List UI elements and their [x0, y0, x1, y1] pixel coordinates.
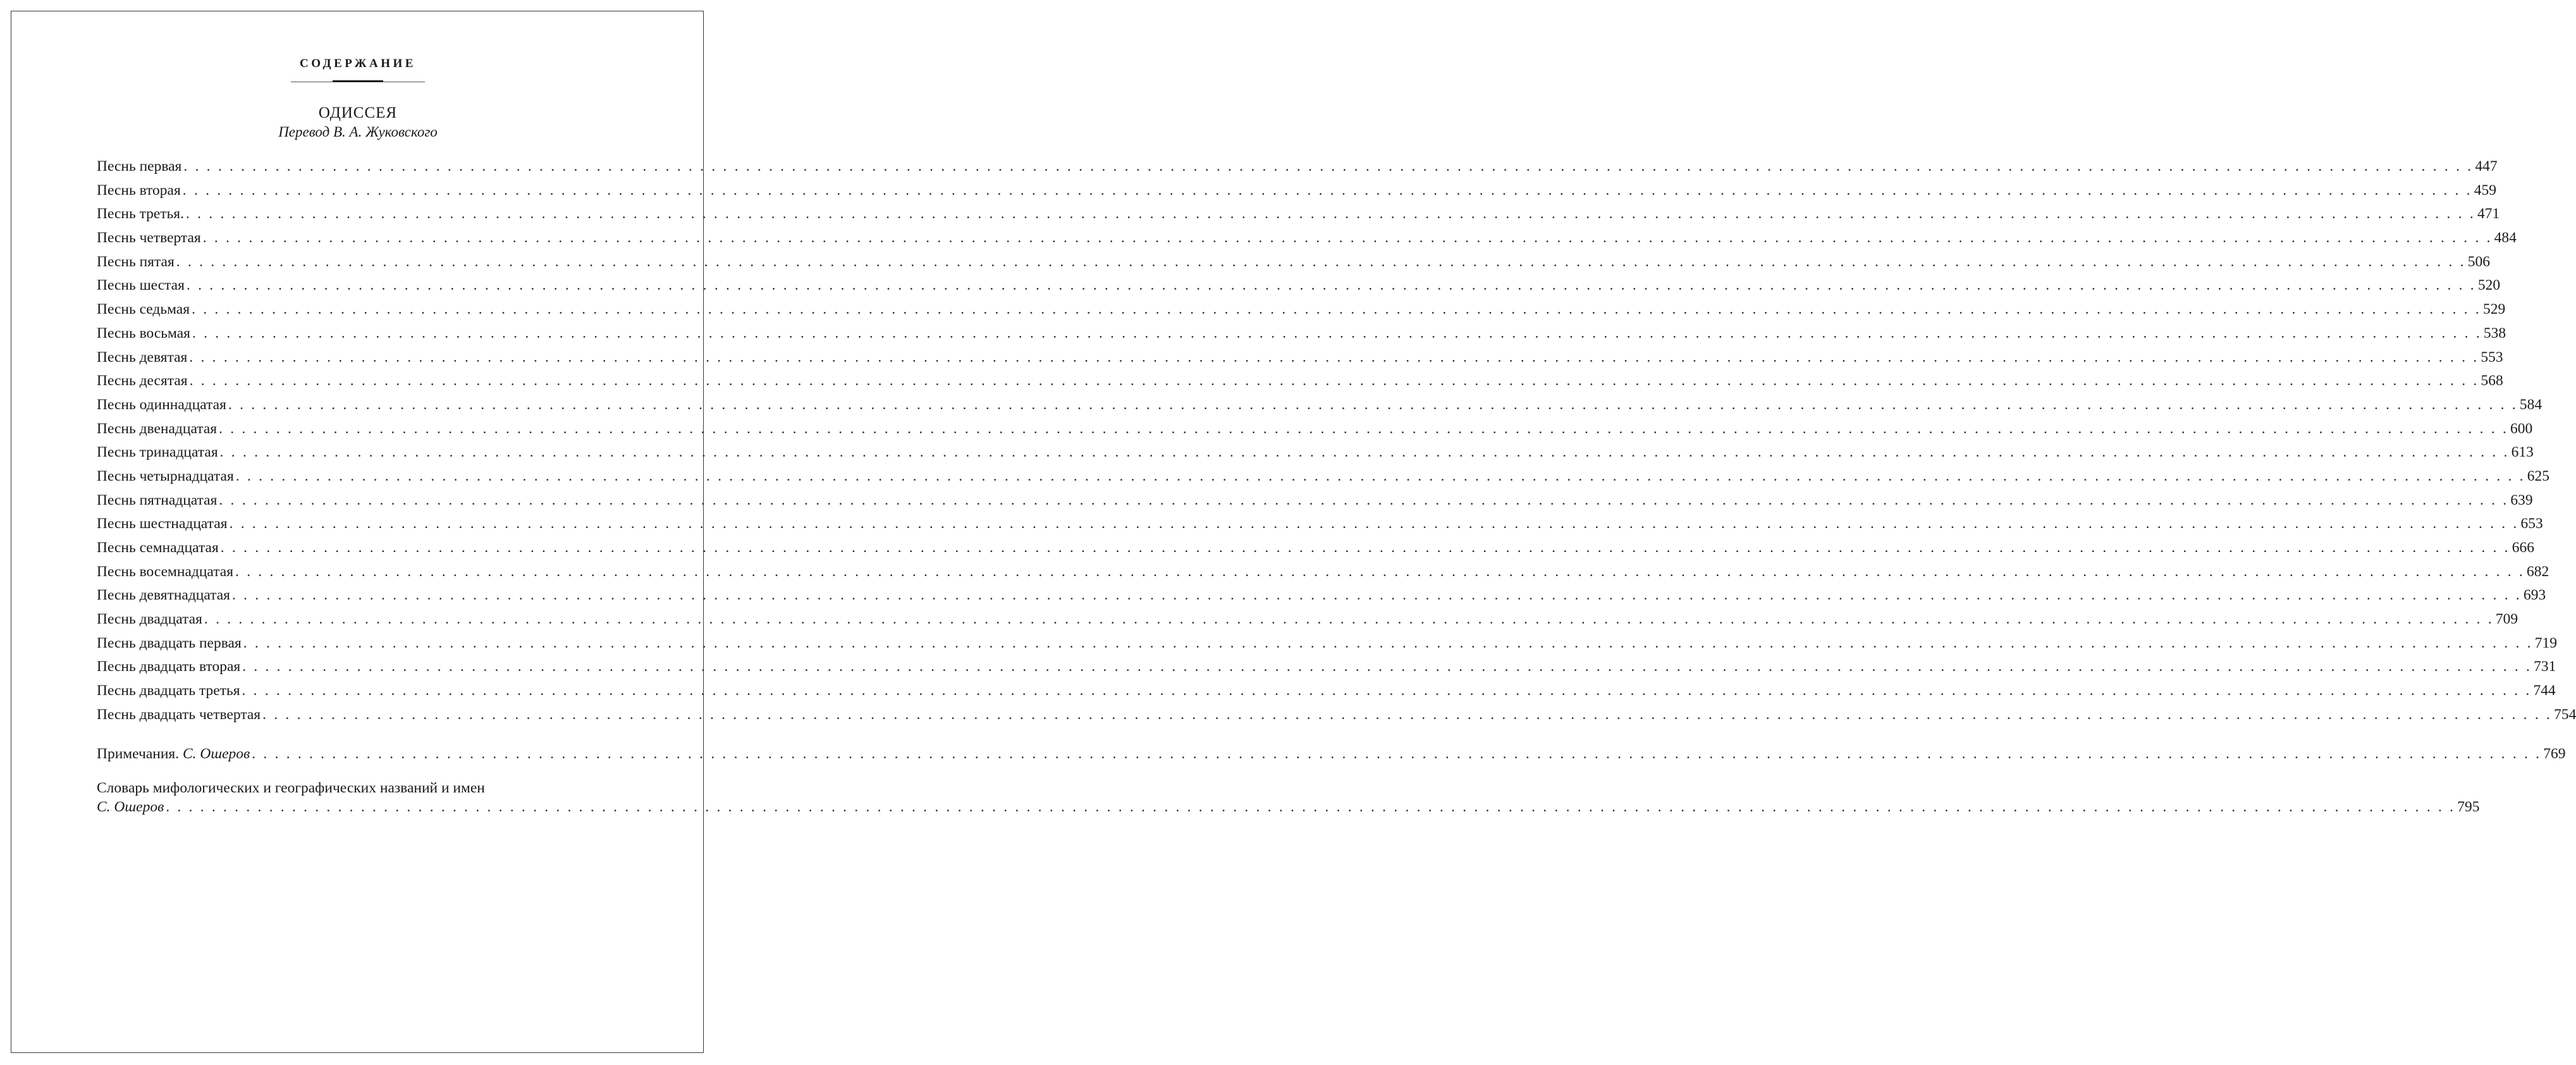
toc-entry[interactable] — [97, 465, 2549, 489]
dot-leader: . . . . . . . . . . . . . . . . . . . . . . . . . . . . . . . . . . . . . . . . . . . . . . . . . . . . . . . . . . . . . . . . . . . . . . . . . . . . . . . . . . . . . . . . . . . . . . . . . . . . . . . . . . . . . . . . . . . . . . . . . . . . . . . . . . . . . . . . . . . . . . . . . . . . . . . . . . . . . . . . . . . . . . . . . . . . . . . . . . . . . . . . . . . . . . . . . . . . . . . . — [176, 253, 2466, 270]
toc-entry-page: 653 — [2520, 515, 2543, 532]
title-ornament-rule — [291, 80, 425, 85]
toc-entry[interactable] — [97, 298, 2506, 322]
toc-entry-title: Песнь вторая — [97, 182, 181, 199]
dot-leader: . . . . . . . . . . . . . . . . . . . . . . . . . . . . . . . . . . . . . . . . . . . . . . . . . . . . . . . . . . . . . . . . . . . . . . . . . . . . . . . . . . . . . . . . . . . . . . . . . . . . . . . . . . . . . . . . . . . . . . . . . . . . . . . . . . . . . . . . . . . . . . . . . . . . . . . . . . . . . . . . . . . . . . . . . . . . . . . . . . . . . . . . . . . . . . . . . . . . . . . . — [192, 324, 2482, 342]
toc-entry[interactable] — [97, 560, 2549, 584]
toc-entry-page: 484 — [2494, 230, 2517, 247]
dot-leader: . . . . . . . . . . . . . . . . . . . . . . . . . . . . . . . . . . . . . . . . . . . . . . . . . . . . . . . . . . . . . . . . . . . . . . . . . . . . . . . . . . . . . . . . . . . . . . . . . . . . . . . . . . . . . . . . . . . . . . . . . . . . . . . . . . . . . . . . . . . . . . . . . . . . . . . . . . . . . . . . . . . . . . . . . . . . . . . . . . . . . . . . . . . . . . . . . . . . . . . . — [262, 706, 2553, 723]
toc-entry[interactable] — [97, 202, 2500, 226]
dot-leader: . . . . . . . . . . . . . . . . . . . . . . . . . . . . . . . . . . . . . . . . . . . . . . . . . . . . . . . . . . . . . . . . . . . . . . . . . . . . . . . . . . . . . . . . . . . . . . . . . . . . . . . . . . . . . . . . . . . . . . . . . . . . . . . . . . . . . . . . . . . . . . . . . . . . . . . . . . . . . . . . . . . . . . . . . . . . . . . . . . . . . . . . . . . . . . . . . . . . . . . . — [202, 230, 2493, 247]
section-title: СОДЕРЖАНИЕ — [300, 57, 416, 70]
toc-entry[interactable] — [97, 417, 2533, 441]
toc-entry-title: Песнь четвертая — [97, 230, 201, 247]
toc-entry[interactable] — [97, 655, 2556, 679]
toc-entry[interactable] — [97, 441, 2534, 465]
toc-entry-title: Песнь шестая — [97, 277, 185, 294]
toc-entry-page: 568 — [2481, 372, 2503, 390]
toc-entry-title: Песнь двенадцатая — [97, 420, 218, 437]
toc-entry[interactable] — [97, 679, 2556, 703]
toc-entry[interactable] — [97, 536, 2534, 560]
toc-entry-title: Песнь четырнадцатая — [97, 467, 234, 484]
dot-leader: . . . . . . . . . . . . . . . . . . . . . . . . . . . . . . . . . . . . . . . . . . . . . . . . . . . . . . . . . . . . . . . . . . . . . . . . . . . . . . . . . . . . . . . . . . . . . . . . . . . . . . . . . . . . . . . . . . . . . . . . . . . . . . . . . . . . . . . . . . . . . . . . . . . . . . . . . . . . . . . . . . . . . . . . . . . . . . . . . . . . . . . . . . . . . . . . . . . . . . . . — [186, 206, 2475, 223]
toc-entry-page: 459 — [2474, 182, 2496, 199]
toc-entry-page: 719 — [2534, 634, 2557, 651]
dot-leader: . . . . . . . . . . . . . . . . . . . . . . . . . . . . . . . . . . . . . . . . . . . . . . . . . . . . . . . . . . . . . . . . . . . . . . . . . . . . . . . . . . . . . . . . . . . . . . . . . . . . . . . . . . . . . . . . . . . . . . . . . . . . . . . . . . . . . . . . . . . . . . . . . . . . . . . . . . . . . . . . . . . . . . . . . . . . . . . . . . . . . . . . . . . . . . . . . . . . . . . . — [204, 611, 2494, 628]
toc-entry[interactable] — [97, 250, 2490, 274]
toc-entry[interactable] — [97, 703, 2576, 727]
toc-entry-title: Песнь пятнадцатая — [97, 491, 218, 508]
dot-leader: . . . . . . . . . . . . . . . . . . . . . . . . . . . . . . . . . . . . . . . . . . . . . . . . . . . . . . . . . . . . . . . . . . . . . . . . . . . . . . . . . . . . . . . . . . . . . . . . . . . . . . . . . . . . . . . . . . . . . . . . . . . . . . . . . . . . . . . . . . . . . . . . . . . . . . . . . . . . . . . . . . . . . . . . . . . . . . . . . . . . . . . . . . . . . . . . . . . . . . . . — [242, 658, 2532, 675]
toc-entry-page: 639 — [2510, 491, 2533, 508]
dot-leader: . . . . . . . . . . . . . . . . . . . . . . . . . . . . . . . . . . . . . . . . . . . . . . . . . . . . . . . . . . . . . . . . . . . . . . . . . . . . . . . . . . . . . . . . . . . . . . . . . . . . . . . . . . . . . . . . . . . . . . . . . . . . . . . . . . . . . . . . . . . . . . . . . . . . . . . . . . . . . . . . . . . . . . . . . . . . . . . . . . . . . . . . . . . . . . . . . . . . . . . . — [235, 563, 2525, 580]
toc-entry-title: Песнь семнадцатая — [97, 539, 219, 556]
toc-entry-title — [97, 797, 164, 816]
dot-leader: . . . . . . . . . . . . . . . . . . . . . . . . . . . . . . . . . . . . . . . . . . . . . . . . . . . . . . . . . . . . . . . . . . . . . . . . . . . . . . . . . . . . . . . . . . . . . . . . . . . . . . . . . . . . . . . . . . . . . . . . . . . . . . . . . . . . . . . . . . . . . . . . . . . . . . . . . . . . . . . . . . . . . . . . . . . . . . . . . . . . . . . . . . . . . . . . . . . . . . . . — [183, 158, 2474, 175]
toc-entry-title: Песнь двадцать первая — [97, 634, 242, 651]
toc-entry-page: 506 — [2467, 253, 2490, 270]
toc-header — [0, 57, 716, 142]
toc-entry-page: 471 — [2477, 206, 2500, 223]
dot-leader: . . . . . . . . . . . . . . . . . . . . . . . . . . . . . . . . . . . . . . . . . . . . . . . . . . . . . . . . . . . . . . . . . . . . . . . . . . . . . . . . . . . . . . . . . . . . . . . . . . . . . . . . . . . . . . . . . . . . . . . . . . . . . . . . . . . . . . . . . . . . . . . . . . . . . . . . . . . . . . . . . . . . . . . . . . . . . . . . . . . . . . . . . . . . . . . . . . . . . . . . — [186, 277, 2476, 294]
toc-entry-title: Песнь тринадцатая — [97, 444, 218, 461]
toc-entry-dictionary[interactable] — [97, 797, 2480, 816]
dot-leader: . . . . . . . . . . . . . . . . . . . . . . . . . . . . . . . . . . . . . . . . . . . . . . . . . . . . . . . . . . . . . . . . . . . . . . . . . . . . . . . . . . . . . . . . . . . . . . . . . . . . . . . . . . . . . . . . . . . . . . . . . . . . . . . . . . . . . . . . . . . . . . . . . . . . . . . . . . . . . . . . . . . . . . . . . . . . . . . . . . . . . . . . . . . . . . . . . . . . . . . . — [219, 444, 2510, 461]
toc-entry-page: 447 — [2475, 158, 2498, 175]
dot-leader: . . . . . . . . . . . . . . . . . . . . . . . . . . . . . . . . . . . . . . . . . . . . . . . . . . . . . . . . . . . . . . . . . . . . . . . . . . . . . . . . . . . . . . . . . . . . . . . . . . . . . . . . . . . . . . . . . . . . . . . . . . . . . . . . . . . . . . . . . . . . . . . . . . . . . . . . . . . . . . . . . . . . . . . . . . . . . . . . . . . . . . . . . . . . . . . . . . . . . . . . — [189, 372, 2479, 390]
toc-entry-page: 769 — [2543, 746, 2566, 762]
dot-leader: . . . . . . . . . . . . . . . . . . . . . . . . . . . . . . . . . . . . . . . . . . . . . . . . . . . . . . . . . . . . . . . . . . . . . . . . . . . . . . . . . . . . . . . . . . . . . . . . . . . . . . . . . . . . . . . . . . . . . . . . . . . . . . . . . . . . . . . . . . . . . . . . . . . . . . . . . . . . . . . . . . . . . . . . . . . . . . . . . . . . . . . . . . . . . . . . . . . . . . . . — [242, 682, 2532, 699]
toc-entry[interactable] — [97, 632, 2557, 656]
toc-entry-page: 520 — [2477, 277, 2501, 294]
toc-entry-title: Песнь восемнадцатая — [97, 563, 234, 580]
dot-leader: . . . . . . . . . . . . . . . . . . . . . . . . . . . . . . . . . . . . . . . . . . . . . . . . . . . . . . . . . . . . . . . . . . . . . . . . . . . . . . . . . . . . . . . . . . . . . . . . . . . . . . . . . . . . . . . . . . . . . . . . . . . . . . . . . . . . . . . . . . . . . . . . . . . . . . . . . . . . . . . . . . . . . . . . . . . . . . . . . . . . . . . . . . . . . . . . . . . . . . . . — [232, 587, 2522, 604]
translation-credit: Перевод В. А. Жуковского — [278, 124, 438, 140]
toc-entry[interactable] — [97, 489, 2533, 513]
toc-entry-page: 553 — [2481, 348, 2503, 366]
dot-leader: . . . . . . . . . . . . . . . . . . . . . . . . . . . . . . . . . . . . . . . . . . . . . . . . . . . . . . . . . . . . . . . . . . . . . . . . . . . . . . . . . . . . . . . . . . . . . . . . . . . . . . . . . . . . . . . . . . . . . . . . . . . . . . . . . . . . . . . . . . . . . . . . . . . . . . . . . . . . . . . . . . . . . . . . . . . . . . . . . . . . . . . . . . . . . . . . . . . . . . . . — [235, 467, 2525, 484]
toc-entry-page: 731 — [2534, 658, 2556, 675]
work-title: ОДИССЕЯ — [318, 104, 398, 121]
toc-entry-title: Песнь шестнадцатая — [97, 515, 228, 532]
toc-entry[interactable] — [97, 584, 2546, 608]
toc-entry[interactable] — [97, 369, 2503, 393]
toc-entry-page: 744 — [2533, 682, 2556, 699]
toc-entry-title: Песнь одиннадцатая — [97, 396, 226, 413]
toc-entry-dictionary-title[interactable]: Словарь мифологических и географических названий и имен — [97, 780, 485, 796]
toc-entry-page: 613 — [2511, 444, 2534, 461]
toc-entry-title: Примечания. С. Ошеров — [97, 746, 250, 762]
dot-leader: . . . . . . . . . . . . . . . . . . . . . . . . . . . . . . . . . . . . . . . . . . . . . . . . . . . . . . . . . . . . . . . . . . . . . . . . . . . . . . . . . . . . . . . . . . . . . . . . . . . . . . . . . . . . . . . . . . . . . . . . . . . . . . . . . . . . . . . . . . . . . . . . . . . . . . . . . . . . . . . . . . . . . . . . . . . . . . . . . . . . . . . . . . . . . . . . . . . . . . . . — [229, 515, 2519, 532]
toc-appendix — [97, 744, 2566, 816]
toc-entry-title: Песнь третья. — [97, 206, 184, 223]
toc-entry[interactable] — [97, 179, 2496, 203]
toc-entry-title: Песнь десятая — [97, 372, 188, 390]
toc-entry-page: 538 — [2483, 324, 2506, 342]
toc-entry-title: Песнь восьмая — [97, 324, 190, 342]
toc-entry[interactable] — [97, 274, 2501, 298]
toc-entry-page: 682 — [2526, 563, 2549, 580]
toc-entry-title: Песнь пятая — [97, 253, 175, 270]
toc-entry[interactable] — [97, 346, 2503, 370]
toc-entry-title: Песнь двадцать четвертая — [97, 706, 261, 723]
toc-entry-page: 584 — [2519, 396, 2542, 413]
author-name: С. Ошеров — [97, 799, 164, 815]
toc-entry[interactable] — [97, 608, 2518, 632]
dot-leader: . . . . . . . . . . . . . . . . . . . . . . . . . . . . . . . . . . . . . . . . . . . . . . . . . . . . . . . . . . . . . . . . . . . . . . . . . . . . . . . . . . . . . . . . . . . . . . . . . . . . . . . . . . . . . . . . . . . . . . . . . . . . . . . . . . . . . . . . . . . . . . . . . . . . . . . . . . . . . . . . . . . . . . . . . . . . . . . . . . . . . . . . . . . . . . . . . . . . . . . . — [182, 182, 2472, 199]
toc-entry-page: 693 — [2523, 587, 2546, 604]
dot-leader: . . . . . . . . . . . . . . . . . . . . . . . . . . . . . . . . . . . . . . . . . . . . . . . . . . . . . . . . . . . . . . . . . . . . . . . . . . . . . . . . . . . . . . . . . . . . . . . . . . . . . . . . . . . . . . . . . . . . . . . . . . . . . . . . . . . . . . . . . . . . . . . . . . . . . . . . . . . . . . . . . . . . . . . . . . . . . . . . . . . . . . . . . . . . . . . . . . . . . . . . — [192, 301, 2481, 318]
toc-entry[interactable] — [97, 322, 2506, 346]
dot-leader: . . . . . . . . . . . . . . . . . . . . . . . . . . . . . . . . . . . . . . . . . . . . . . . . . . . . . . . . . . . . . . . . . . . . . . . . . . . . . . . . . . . . . . . . . . . . . . . . . . . . . . . . . . . . . . . . . . . . . . . . . . . . . . . . . . . . . . . . . . . . . . . . . . . . . . . . . . . . . . . . . . . . . . . . . . . . . . . . . . . . . . . . . . . . . . . . . . . . . . . . — [220, 539, 2510, 556]
toc-entry[interactable] — [97, 226, 2517, 250]
toc-entry[interactable] — [97, 393, 2542, 417]
toc-entry-title: Песнь девятнадцатая — [97, 587, 230, 604]
toc-entry-title: Песнь седьмая — [97, 301, 190, 318]
toc-entry[interactable] — [97, 155, 2498, 179]
dot-leader: . . . . . . . . . . . . . . . . . . . . . . . . . . . . . . . . . . . . . . . . . . . . . . . . . . . . . . . . . . . . . . . . . . . . . . . . . . . . . . . . . . . . . . . . . . . . . . . . . . . . . . . . . . . . . . . . . . . . . . . . . . . . . . . . . . . . . . . . . . . . . . . . . . . . . . . . . . . . . . . . . . . . . . . . . . . . . . . . . . . . . . . . . . . . . . . . . . . . . . . . — [228, 396, 2518, 413]
toc-entry-page: 625 — [2527, 467, 2549, 484]
dot-leader: . . . . . . . . . . . . . . . . . . . . . . . . . . . . . . . . . . . . . . . . . . . . . . . . . . . . . . . . . . . . . . . . . . . . . . . . . . . . . . . . . . . . . . . . . . . . . . . . . . . . . . . . . . . . . . . . . . . . . . . . . . . . . . . . . . . . . . . . . . . . . . . . . . . . . . . . . . . . . . . . . . . . . . . . . . . . . . . . . . . . . . . . . . . . . . . . . . . . . . . . — [166, 799, 2456, 815]
toc-entry-page: 709 — [2495, 611, 2518, 628]
dot-leader: . . . . . . . . . . . . . . . . . . . . . . . . . . . . . . . . . . . . . . . . . . . . . . . . . . . . . . . . . . . . . . . . . . . . . . . . . . . . . . . . . . . . . . . . . . . . . . . . . . . . . . . . . . . . . . . . . . . . . . . . . . . . . . . . . . . . . . . . . . . . . . . . . . . . . . . . . . . . . . . . . . . . . . . . . . . . . . . . . . . . . . . . . . . . . . . . . . . . . . . . — [219, 420, 2509, 437]
toc-entry-page: 795 — [2457, 799, 2480, 815]
dot-leader: . . . . . . . . . . . . . . . . . . . . . . . . . . . . . . . . . . . . . . . . . . . . . . . . . . . . . . . . . . . . . . . . . . . . . . . . . . . . . . . . . . . . . . . . . . . . . . . . . . . . . . . . . . . . . . . . . . . . . . . . . . . . . . . . . . . . . . . . . . . . . . . . . . . . . . . . . . . . . . . . . . . . . . . . . . . . . . . . . . . . . . . . . . . . . . . . . . . . . . . . — [243, 634, 2533, 651]
dot-leader: . . . . . . . . . . . . . . . . . . . . . . . . . . . . . . . . . . . . . . . . . . . . . . . . . . . . . . . . . . . . . . . . . . . . . . . . . . . . . . . . . . . . . . . . . . . . . . . . . . . . . . . . . . . . . . . . . . . . . . . . . . . . . . . . . . . . . . . . . . . . . . . . . . . . . . . . . . . . . . . . . . . . . . . . . . . . . . . . . . . . . . . . . . . . . . . . . . . . . . . . — [219, 491, 2509, 508]
toc-entry-title: Песнь двадцать вторая — [97, 658, 241, 675]
toc-entry-title: Песнь первая — [97, 158, 182, 175]
toc-list — [97, 155, 2576, 727]
toc-entry[interactable] — [97, 512, 2543, 536]
dot-leader: . . . . . . . . . . . . . . . . . . . . . . . . . . . . . . . . . . . . . . . . . . . . . . . . . . . . . . . . . . . . . . . . . . . . . . . . . . . . . . . . . . . . . . . . . . . . . . . . . . . . . . . . . . . . . . . . . . . . . . . . . . . . . . . . . . . . . . . . . . . . . . . . . . . . . . . . . . . . . . . . . . . . . . . . . . . . . . . . . . . . . . . . . . . . . . . . . . . . . . . . — [252, 746, 2542, 762]
author-name: С. Ошеров — [182, 746, 250, 762]
toc-entry-title: Песнь девятая — [97, 348, 188, 366]
toc-entry-page: 600 — [2510, 420, 2533, 437]
toc-entry-page: 666 — [2512, 539, 2534, 556]
toc-entry-commentary[interactable] — [97, 744, 2566, 763]
toc-entry-title: Песнь двадцать третья — [97, 682, 240, 699]
toc-entry-page: 529 — [2483, 301, 2506, 318]
toc-entry-page: 754 — [2554, 706, 2576, 723]
dot-leader: . . . . . . . . . . . . . . . . . . . . . . . . . . . . . . . . . . . . . . . . . . . . . . . . . . . . . . . . . . . . . . . . . . . . . . . . . . . . . . . . . . . . . . . . . . . . . . . . . . . . . . . . . . . . . . . . . . . . . . . . . . . . . . . . . . . . . . . . . . . . . . . . . . . . . . . . . . . . . . . . . . . . . . . . . . . . . . . . . . . . . . . . . . . . . . . . . . . . . . . . — [189, 348, 2479, 366]
toc-entry-title: Песнь двадцатая — [97, 611, 202, 628]
